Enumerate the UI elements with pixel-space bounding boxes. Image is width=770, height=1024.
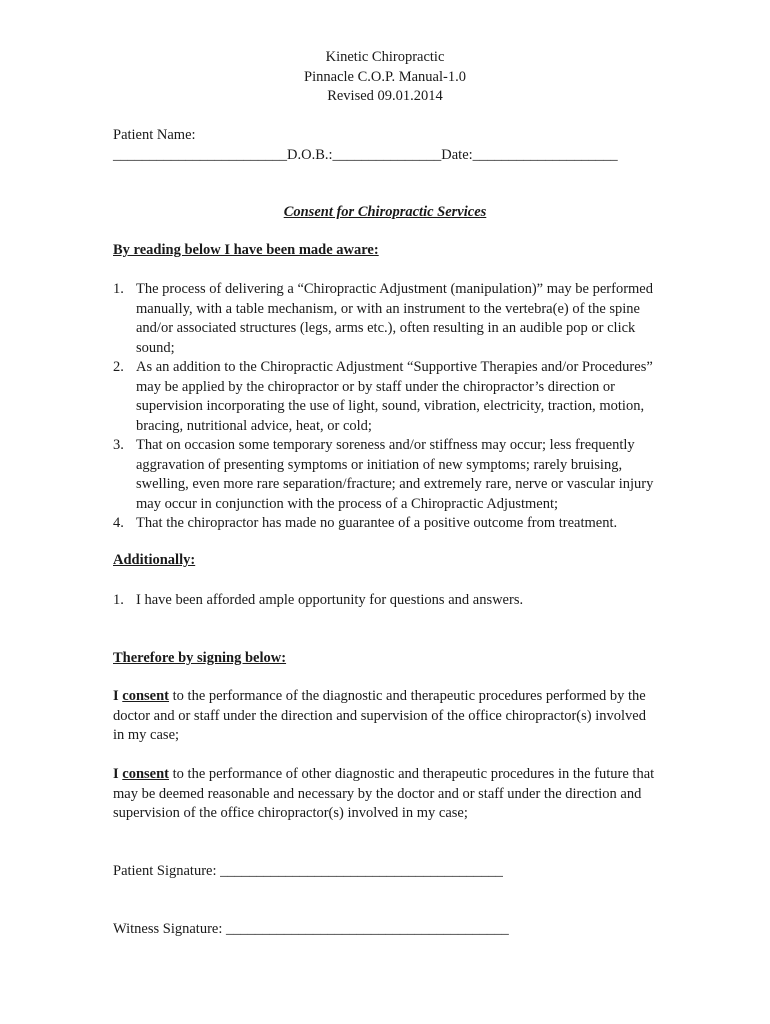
manual-name: Pinnacle C.O.P. Manual-1.0: [304, 68, 466, 85]
patient-info-line: ________________________D.O.B.:_______________Date:____________________: [113, 147, 618, 163]
list-item: [113, 436, 658, 514]
list-number: 3.: [113, 437, 124, 453]
list-item: [113, 280, 658, 358]
consent-word: consent: [122, 766, 170, 782]
revision-date: Revised 09.01.2014: [327, 88, 443, 104]
additionally-heading: Additionally:: [113, 552, 196, 568]
patient-name-label: Patient Name:: [113, 127, 196, 143]
additionally-list: [113, 591, 658, 611]
list-number: 1.: [113, 592, 124, 608]
clinic-name: Kinetic Chiropractic: [325, 49, 445, 65]
list-text: The process of delivering a “Chiropractic Adjustment (manipulation)” may be performed manually, with a table mechanism, or with an instrument to the vertebra(e) of the spine and/or associated structures (legs, arms etc.), often resulting in an audible pop or click sound;: [136, 281, 653, 356]
aware-heading: By reading below I have been made aware:: [113, 242, 379, 258]
list-item: [113, 514, 658, 534]
aware-list: [113, 280, 658, 534]
consent-i: I: [113, 766, 119, 782]
consent-paragraph-1: [113, 687, 658, 746]
list-text: As an addition to the Chiropractic Adjustment “Supportive Therapies and/or Procedures” may be applied by the chiropractor or by staff under the chiropractor’s direction or supervision incorporating the use of light, sound, vibration, electricity, traction, motion, bracing, nutritional advice, heat, or cold;: [136, 359, 653, 434]
title-wrap: [0, 203, 770, 223]
document-header: [0, 48, 770, 107]
aware-heading-wrap: [113, 241, 658, 261]
consent-word: consent: [122, 688, 170, 704]
document-title: Consent for Chiropractic Services: [283, 204, 487, 220]
list-item: [113, 358, 658, 436]
consent-text: to the performance of other diagnostic and therapeutic procedures in the future that may be deemed reasonable and necessary by the doctor and or staff under the direction and supervision of the office chiropractor(s) involved in my case;: [113, 766, 655, 821]
additionally-heading-wrap: [113, 551, 658, 571]
list-text: That the chiropractor has made no guarantee of a positive outcome from treatment.: [136, 515, 618, 531]
patient-signature-line: Patient Signature: _______________________________________: [113, 863, 503, 879]
list-number: 2.: [113, 359, 124, 375]
list-number: 4.: [113, 515, 124, 531]
list-text: That on occasion some temporary soreness and/or stiffness may occur; less frequently aggravation of presenting symptoms or initiation of new symptoms; rarely bruising, swelling, even more rare separation/fracture; and extremely rare, nerve or vascular injury may occur in conjunction with the process of a Chiropractic Adjustment;: [136, 437, 654, 512]
consent-text: to the performance of the diagnostic and therapeutic procedures performed by the doctor and or staff under the direction and supervision of the office chiropractor(s) involved in my case;: [113, 688, 646, 743]
consent-paragraph-2: [113, 765, 658, 824]
therefore-heading: Therefore by signing below:: [113, 650, 287, 666]
witness-signature-line: Witness Signature: _______________________________________: [113, 921, 509, 937]
list-text: I have been afforded ample opportunity for questions and answers.: [136, 592, 524, 608]
list-number: 1.: [113, 281, 124, 297]
consent-i: I: [113, 688, 119, 704]
list-item: [113, 591, 658, 611]
therefore-heading-wrap: [113, 649, 658, 669]
